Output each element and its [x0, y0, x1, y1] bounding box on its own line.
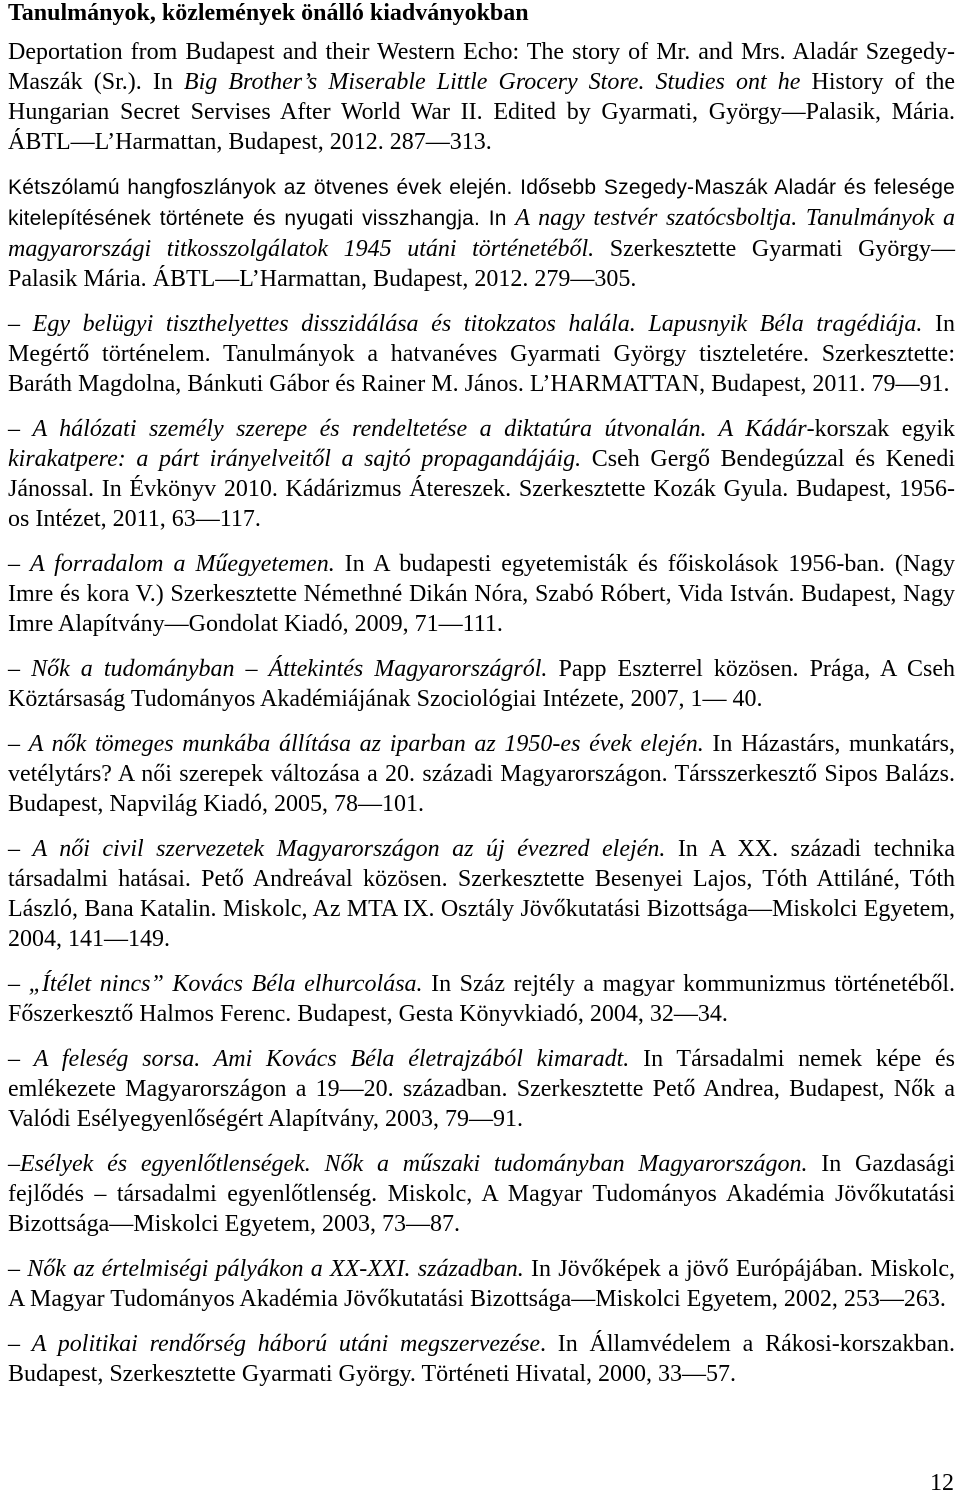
- entry-text: Papp Eszterrel közösen. Prága, A Cseh Köztársaság Tudományos Akadémiájának Szociológiai Intézete, 2007, 1— 40.: [8, 656, 956, 712]
- bibliography-entry: [8, 834, 955, 954]
- entry-text: In Száz rejtély a magyar kommunizmus történetéből. Főszerkesztő Halmos Ferenc. Budapest, Gesta Könyvkiadó, 2004, 32—34.: [8, 971, 956, 1027]
- entry-title: Esélyek és egyenlőtlenségek. Nők a műszaki tudományban Magyarországon.: [20, 1151, 808, 1177]
- bibliography-entry: [8, 1149, 955, 1239]
- bibliography-entry: [8, 172, 955, 294]
- entry-title: A politikai rendőrség háború utáni megszervezése: [31, 1331, 540, 1357]
- bibliography-entry: [8, 309, 955, 399]
- bibliography-entry: [8, 654, 955, 714]
- entry-title: A hálózati személy szerepe és rendeltetése a diktatúra útvonalán. A Kádár: [32, 416, 807, 442]
- section-heading: Tanulmányok, közlemények önálló kiadványokban: [8, 0, 529, 26]
- entry-title: Big Brother’s Miserable Little Grocery Store. Studies ont he: [183, 69, 801, 95]
- bibliography-entry: [8, 729, 955, 819]
- entry-title: A feleség sorsa. Ami Kovács Béla életrajzából kimaradt.: [33, 1046, 630, 1072]
- bibliography-entry: [8, 549, 955, 639]
- entry-title: Nők a tudományban – Áttekintés Magyarországról.: [31, 656, 548, 682]
- entry-text: –: [8, 1151, 20, 1177]
- entry-title: „Ítélet nincs” Kovács Béla elhurcolása.: [28, 971, 423, 997]
- entry-text: In Megértő történelem. Tanulmányok a hatvanéves Gyarmati György tiszteletére. Szerkesztette: Baráth Magdolna, Bánkuti Gábor és Rainer M. János. L’HARMATTAN, Budapest, 2011. 79—91.: [8, 311, 956, 397]
- entry-text: –: [8, 971, 29, 997]
- entry-text: History of the Hungarian Secret Servises After World War II. Edited by Gyarmati, György—Palasik, Mária. ÁBTL—L’Harmattan, Budapest, 2012. 287—313.: [8, 69, 955, 155]
- entry-text: Szerkesztette Gyarmati György—Palasik Mária. ÁBTL—L’Harmattan, Budapest, 2012. 279—305.: [8, 236, 955, 292]
- entry-title: Egy belügyi tiszthelyettes disszidálása és titokzatos halála. Lapusnyik Béla tragédiája.: [32, 311, 923, 337]
- entry-title: A női civil szervezetek Magyarországon az új évezred elején.: [32, 836, 666, 862]
- entry-text: –: [8, 1256, 28, 1282]
- entry-text: In Jövőképek a jövő Európájában. Miskolc, A Magyar Tudományos Akadémia Jövőkutatási Bizottsága—Miskolci Egyetem, 2002, 253—263.: [8, 1256, 956, 1312]
- bibliography-entry: [8, 37, 955, 157]
- bibliography-entry: [8, 1044, 955, 1134]
- entry-text: Cseh Gergő Bendegúzzal és Kenedi Jánossal. In Évkönyv 2010. Kádárizmus Átereszek. Szerkesztette Kozák Gyula. Budapest, 1956-os Intézet, 2011, 63—117.: [8, 446, 956, 532]
- entry-text: . In Államvédelem a Rákosi-korszakban. Budapest, Szerkesztette Gyarmati György. Történeti Hivatal, 2000, 33—57.: [8, 1331, 956, 1387]
- bibliography-entry: [8, 414, 955, 534]
- page-content: [8, 0, 955, 1404]
- bibliography-entry: [8, 969, 955, 1029]
- entry-text: In A budapesti egyetemisták és főiskolások 1956-ban. (Nagy Imre és kora V.) Szerkesztette Némethné Dikán Nóra, Szabó Róbert, Vida István. Budapest, Nagy Imre Alapítvány—Gondolat Kiadó, 2009, 71—111.: [8, 551, 955, 637]
- page-number: 12: [930, 1470, 954, 1496]
- entry-text: Deportation from Budapest and their Western Echo: The story of Mr. and Mrs. Aladár Szegedy-Maszák (Sr.). In: [8, 39, 955, 95]
- entry-title: A nagy testvér szatócsboltja. Tanulmányok a magyarországi titkosszolgálatok 1945 utáni történetéből.: [8, 205, 955, 262]
- entry-text: In Társadalmi nemek képe és emlékezete Magyarországon a 19—20. században. Szerkesztette Pető Andrea, Budapest, Nők a Valódi Esélyegyenlőségért Alapítvány, 2003, 79—91.: [8, 1046, 955, 1132]
- entry-text: In A XX. századi technika társadalmi hatásai. Pető Andreával közösen. Szerkesztette Besenyei Lajos, Tóth Attiláné, Tóth László, Bana Katalin. Miskolc, Az MTA IX. Osztály Jövőkutatási Bizottsága—Miskolci Egyetem, 2004, 141—149.: [8, 836, 955, 952]
- bibliography-entry: [8, 1329, 955, 1389]
- entry-text: –: [8, 416, 33, 442]
- bibliography-entry: [8, 1254, 955, 1314]
- entry-text: -korszak egyik: [806, 416, 956, 442]
- entry-text: –: [8, 836, 33, 862]
- entry-text: –: [8, 551, 30, 577]
- entry-text: –: [8, 1046, 34, 1072]
- entry-text: –: [8, 731, 29, 757]
- entry-text: –: [8, 1331, 32, 1357]
- entry-text: Kétszólamú hangfoszlányok az ötvenes évek elején. Idősebb Szegedy-Maszák Aladár és felesége kitelepítésének története és nyugati visszhangja. In: [8, 176, 955, 230]
- bibliography-list: [8, 37, 955, 1389]
- entry-text: –: [8, 656, 32, 682]
- entry-title: A nők tömeges munkába állítása az iparban az 1950-es évek elején.: [28, 731, 704, 757]
- entry-text: –: [8, 311, 33, 337]
- entry-title: Nők az értelmiségi pályákon a XX-XXI. században.: [27, 1256, 524, 1282]
- entry-text: In Gazdasági fejlődés – társadalmi egyenlőtlenség. Miskolc, A Magyar Tudományos Akadémia Jövőkutatási Bizottsága—Miskolci Egyetem, 2003, 73—87.: [8, 1151, 955, 1237]
- entry-title: kirakatpere: a párt irányelveitől a sajtó propagandájáig.: [8, 446, 582, 472]
- entry-text: In Házastárs, munkatárs, vetélytárs? A női szerepek változása a 20. századi Magyarországon. Társszerkesztő Sipos Balázs. Budapest, Napvilág Kiadó, 2005, 78—101.: [8, 731, 956, 817]
- entry-title: A forradalom a Műegyetemen.: [29, 551, 335, 577]
